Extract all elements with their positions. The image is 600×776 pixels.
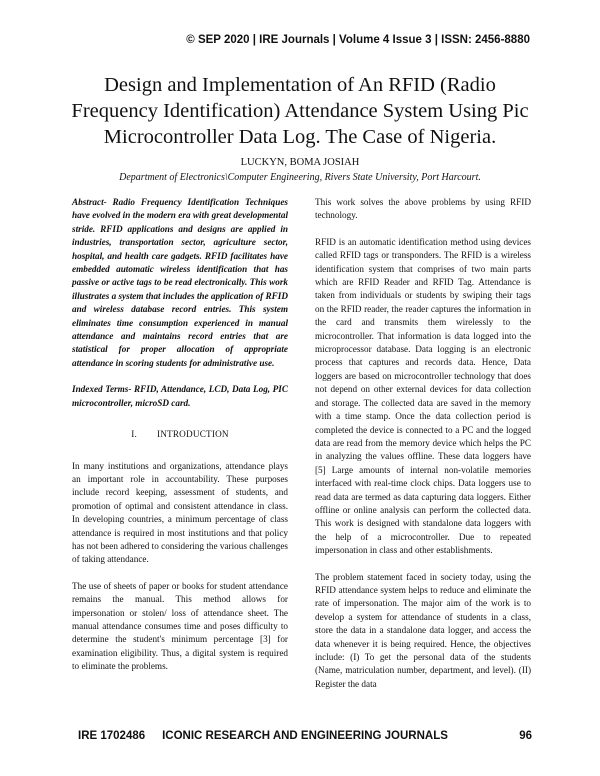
- intro-paragraph-2: The use of sheets of paper or books for student attendance remains the manual. This method allows for impersonation or stolen/ loss of attendance sheet. The manual attendance consumes time and poses difficulty to determine the student's minimum percentage [3] for examination eligibility. Thus, a digital system is required to eliminate the problems.: [72, 580, 288, 672]
- section-heading-introduction: I. INTRODUCTION: [131, 429, 229, 440]
- right-paragraph-2: RFID is an automatic identification method using devices called RFID tags or transponders. The RFID is a wireless identification system that comprises of two main parts which are RFID Reader and RFID Tag. Attendance is taken from individuals or students by swiping their tags on the RFID reader, the reader captures the information in the card and transmits them wirelessly to the microcontroller. That information is data logged into the microprocessor database. Data logging is an electronic process that captures and records data. Hence, Data loggers are based on microcontroller technology that does not depend on other external devices for data collection and storage. The collected data are saved in the memory with a time stamp. Once the data collection period is completed the device is connected to a PC and the logged data are read from the memory device which helps the PC in analyzing the values offline. These data loggers have [5] Large amounts of internal non-volatile memories interfaced with real-time clock chips. Data loggers use to read data are termed as data capturing data loggers. Either offline or online analysis can perform the collected data. This work is designed with standalone data loggers with the help of a microcontroller. Due to repeated impersonation in class and other establishments.: [315, 236, 531, 556]
- right-paragraph-1: This work solves the above problems by using RFID technology.: [315, 197, 531, 221]
- author-name: LUCKYN, BOMA JOSIAH: [240, 157, 360, 168]
- footer-paper-id: IRE 1702486: [78, 730, 146, 742]
- left-column: [72, 196, 288, 687]
- index-terms: Indexed Terms- RFID, Attendance, LCD, Data Log, PIC microcontroller, microSD card.: [72, 384, 288, 408]
- running-head: © SEP 2020 | IRE Journals | Volume 4 Issue 3 | ISSN: 2456-8880: [186, 34, 530, 46]
- right-paragraph-3: The problem statement faced in society today, using the RFID attendance system helps to reduce and eliminate the rate of impersonation. The major aim of the work is to develop a system for attendance of students in a class, store the data in a standalone data logger, and access the data whenever it is being required. Hence, the objectives include: (I) To get the personal data of the students (Name, matriculation number, department, and level). (II) Register the data: [315, 571, 531, 689]
- paper-title: Design and Implementation of An RFID (Radio Frequency Identification) Attendance System Using Pic Microcontroller Data Log. The Case of Nigeria.: [71, 74, 529, 148]
- abstract: Abstract- Radio Frequency Identification Techniques have evolved in the modern era with great developmental stride. RFID applications and designs are applied in industries, transportation sector, agriculture sector, hospital, and health care gadgets. RFID facilitates have embedded automatic wireless identification that has passive or active tags to be read electronically. This work illustrates a system that includes the application of RFID and wireless database record entries. This system eliminates time consumption experienced in manual attendance and maintains record entries that are statistical for proper allocation of appropriate attendance in scoring students for administrative use.: [72, 197, 288, 368]
- author-affiliation: Department of Electronics\Computer Engineering, Rivers State University, Port Harcourt.: [119, 172, 481, 183]
- page-number: 96: [519, 730, 532, 742]
- intro-paragraph-1: In many institutions and organizations, attendance plays an important role in accountability. These purposes include record keeping, assessment of students, and promotion of optimal and consistent attendance in class. In developing countries, a minimum percentage of class attendance is required in most institutions and that policy has not been adhered to considering the various challenges of taking attendance.: [72, 460, 288, 565]
- footer-journal-name: ICONIC RESEARCH AND ENGINEERING JOURNALS: [162, 730, 448, 742]
- right-column: [315, 196, 531, 704]
